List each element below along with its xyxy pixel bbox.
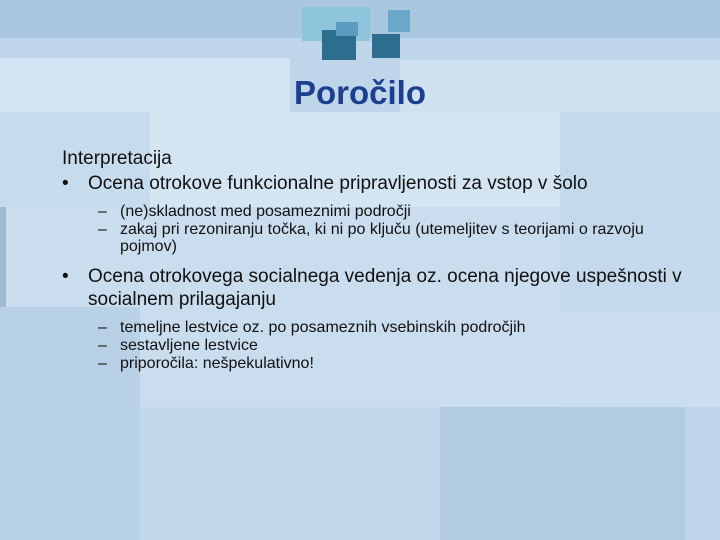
section-heading: Interpretacija xyxy=(62,148,172,169)
sub-item xyxy=(98,337,682,354)
logo-square-mid xyxy=(336,22,358,36)
sub-mark: – xyxy=(98,319,107,336)
bullet-mark: • xyxy=(62,173,69,194)
bg-panel xyxy=(440,407,685,540)
bullet-item xyxy=(62,265,682,311)
sub-item xyxy=(98,355,682,372)
sub-text: priporočila: nešpekulativno! xyxy=(120,355,314,372)
sub-mark: – xyxy=(98,337,107,354)
sub-mark: – xyxy=(98,221,107,238)
bullet-item xyxy=(62,172,682,195)
slide-title: Poročilo xyxy=(293,74,427,111)
bullet-mark: • xyxy=(62,266,69,287)
slide-content xyxy=(62,148,682,382)
bullet-text: Ocena otrokove funkcionalne pripravljenosti za vstop v šolo xyxy=(88,173,588,194)
bg-panel xyxy=(140,407,440,540)
sub-item xyxy=(98,319,682,336)
sub-list xyxy=(98,203,682,255)
sub-item xyxy=(98,203,682,220)
sub-item xyxy=(98,221,682,255)
bullet-text: Ocena otrokovega socialnega vedenja oz. ocena njegove uspešnosti v socialnem prilagajanju xyxy=(88,266,682,310)
sub-mark: – xyxy=(98,203,107,220)
sub-list xyxy=(98,319,682,372)
logo-square-outline xyxy=(388,10,410,32)
sub-mark: – xyxy=(98,355,107,372)
sub-text: (ne)skladnost med posameznimi področji xyxy=(120,203,411,220)
sub-text: sestavljene lestvice xyxy=(120,337,258,354)
sub-text: zakaj pri rezoniranju točka, ki ni po ključu (utemeljitev s teorijami o razvoju pojmov) xyxy=(120,221,644,255)
sub-text: temeljne lestvice oz. po posameznih vsebinskih področjih xyxy=(120,319,526,336)
logo-square-dark-small xyxy=(372,34,400,58)
